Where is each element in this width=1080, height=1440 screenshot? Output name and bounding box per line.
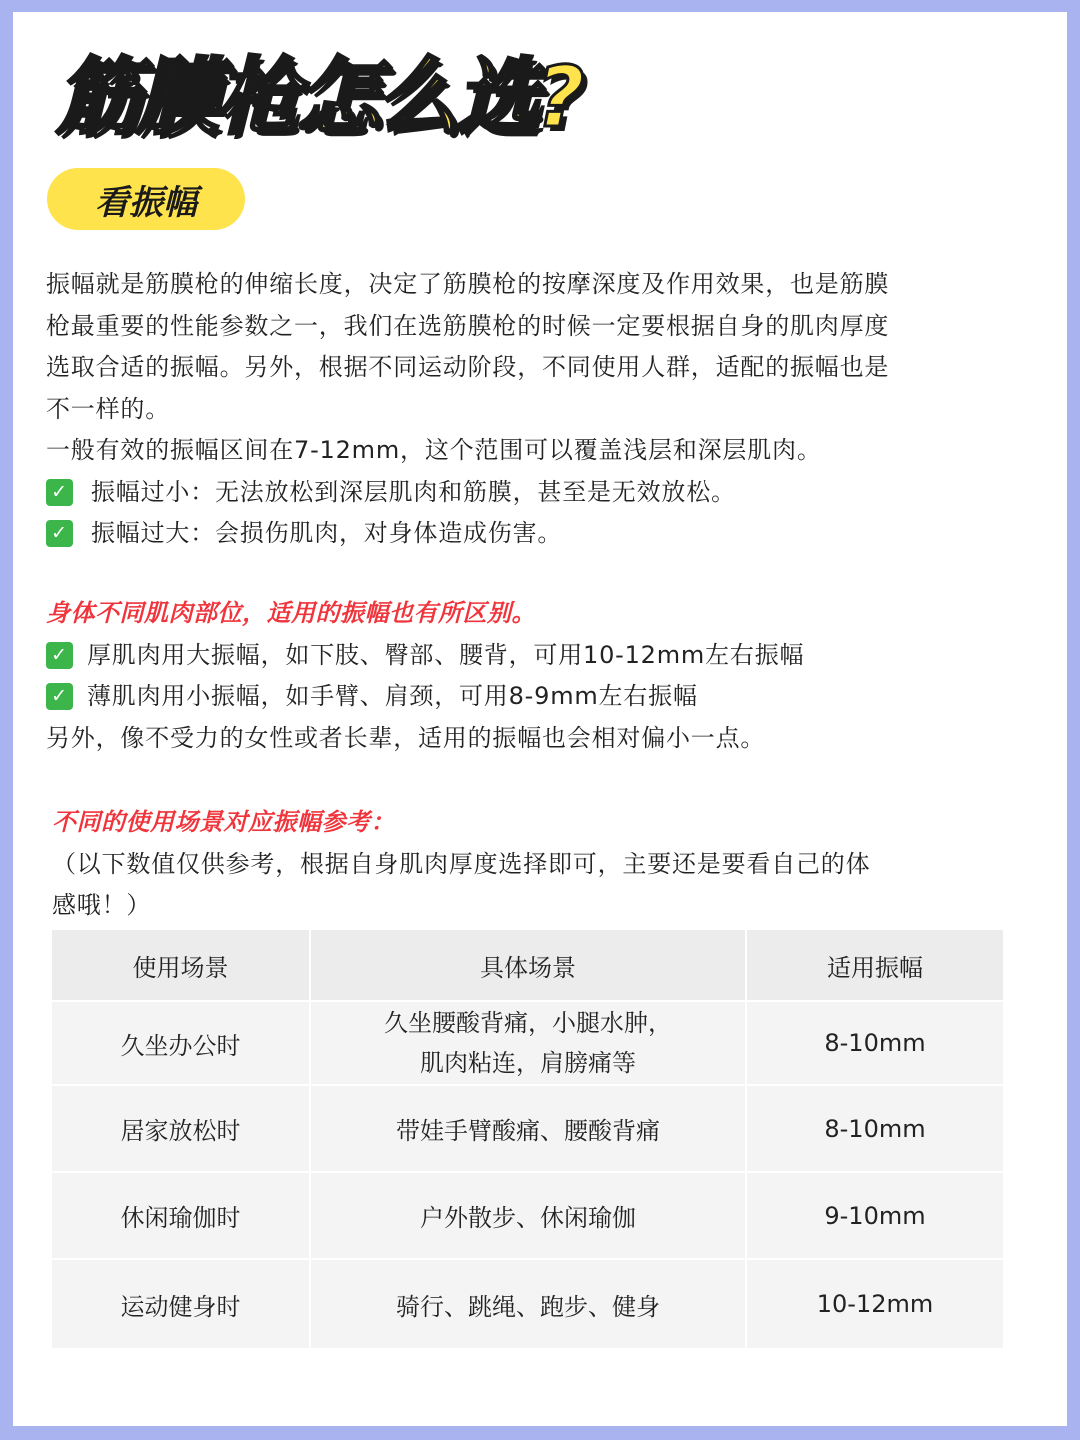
detail-line: 久坐腰酸背痛，小腿水肿，: [384, 1009, 672, 1037]
body-section-note: 另外，像不受力的女性或者长辈，适用的振幅也会相对偏小一点。: [46, 723, 766, 752]
scene-note-line-1: （以下数值仅供参考，根据自身肌肉厚度选择即可，主要还是要看自己的体: [52, 849, 871, 878]
intro-line-3: 选取合适的振幅。另外，根据不同运动阶段，不同使用人群，适配的振幅也是: [46, 353, 890, 381]
title-part-1: 筋膜枪: [56, 48, 297, 146]
amplitude-cell: 8-10mm: [746, 1001, 1003, 1085]
scene-note-line-2: 感哦！）: [52, 891, 152, 919]
scene-cell: 休闲瑜伽时: [52, 1172, 310, 1259]
detail-cell: 带娃手臂酸痛、腰酸背痛: [310, 1085, 746, 1172]
detail-cell: 骑行、跳绳、跑步、健身: [310, 1259, 746, 1348]
intro-check-text-2: 振幅过大：会损伤肌肉，对身体造成伤害。: [91, 519, 563, 547]
body-check-item: [46, 676, 1016, 718]
intro-line-4: 不一样的。: [46, 394, 170, 423]
table-row: [52, 1259, 1003, 1348]
check-icon: ✓: [46, 642, 73, 669]
table-row: [52, 1172, 1003, 1259]
table-header-row: [52, 930, 1003, 1001]
page-title: [56, 42, 581, 152]
body-section-heading: 身体不同肌肉部位，适用的振幅也有所区别。: [46, 599, 536, 627]
intro-line-5: 一般有效的振幅区间在7-12mm，这个范围可以覆盖浅层和深层肌肉。: [46, 436, 822, 464]
body-check-text-2: 薄肌肉用小振幅，如手臂、肩颈，可用8-9mm左右振幅: [87, 682, 698, 710]
table-row: [52, 1001, 1003, 1085]
scene-cell: 久坐办公时: [52, 1001, 310, 1085]
table-row: [52, 1085, 1003, 1172]
intro-check-item: [46, 513, 1016, 555]
intro-check-item: [46, 472, 1016, 514]
body-check-item: [46, 635, 1016, 677]
amplitude-table: [52, 930, 1003, 1348]
check-icon: ✓: [46, 520, 73, 547]
body-section: [46, 593, 1016, 759]
intro-block: [46, 264, 1016, 555]
amplitude-cell: 9-10mm: [746, 1172, 1003, 1259]
body-check-text-1: 厚肌肉用大振幅，如下肢、臀部、腰背，可用10-12mm左右振幅: [87, 640, 805, 669]
intro-line-2: 枪最重要的性能参数之一，我们在选筋膜枪的时候一定要根据自身的肌肉厚度: [46, 311, 890, 340]
intro-line-1: 振幅就是筋膜枪的伸缩长度，决定了筋膜枪的按摩深度及作用效果，也是筋膜: [46, 270, 890, 298]
check-icon: ✓: [46, 683, 73, 710]
table-header-cell: 使用场景: [52, 930, 310, 1001]
section-pill: 看振幅: [47, 168, 245, 230]
detail-cell: [310, 1001, 746, 1085]
scene-section-heading: 不同的使用场景对应振幅参考：: [52, 808, 395, 836]
scene-cell: 居家放松时: [52, 1085, 310, 1172]
detail-cell: 户外散步、休闲瑜伽: [310, 1172, 746, 1259]
table-header-cell: 适用振幅: [746, 930, 1003, 1001]
intro-check-text-1: 振幅过小：无法放松到深层肌肉和筋膜，甚至是无效放松。: [91, 477, 736, 506]
detail-line: 肌肉粘连，肩膀痛等: [420, 1049, 636, 1077]
scene-cell: 运动健身时: [52, 1259, 310, 1348]
table-header-cell: 具体场景: [310, 930, 746, 1001]
title-part-2: 怎么选?: [296, 48, 581, 146]
amplitude-cell: 8-10mm: [746, 1085, 1003, 1172]
amplitude-cell: 10-12mm: [746, 1259, 1003, 1348]
check-icon: ✓: [46, 479, 73, 506]
scene-section: [52, 802, 1022, 927]
